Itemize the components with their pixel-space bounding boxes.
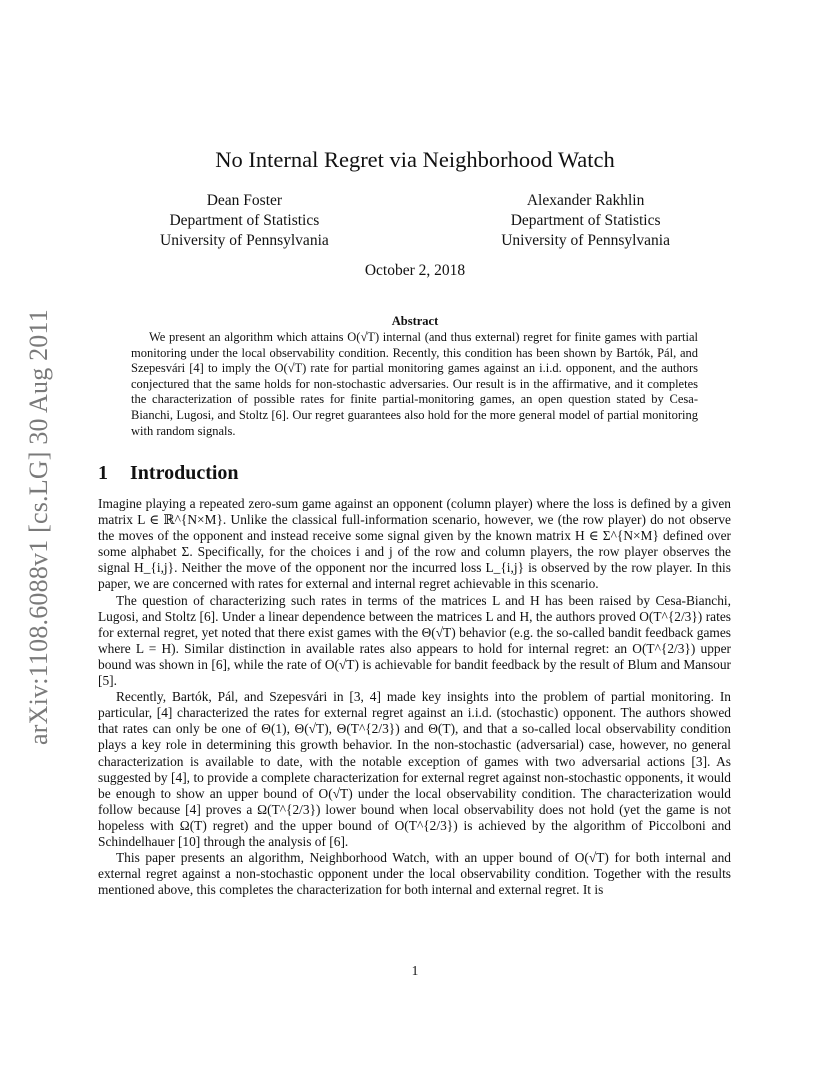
- author-2: [501, 191, 670, 251]
- abstract-text: We present an algorithm which attains O(√T) internal (and thus external) regret for finite games with partial monitoring under the local observability condition. Recently, this condition has been shown by Bartók, Pál, and Szepesvári [4] to imply the O(√T) rate for partial monitoring games against an i.i.d. opponent, and the authors conjectured that the same holds for non-stochastic adversaries. Our result is in the affirmative, and it completes the characterization of possible rates for finite partial-monitoring games, an open question stated by Cesa-Bianchi, Lugosi, and Stoltz [6]. Our regret guarantees also hold for the more general model of partial monitoring with random signals.: [131, 330, 698, 438]
- author-1: [160, 191, 329, 251]
- page-number: 1: [411, 963, 419, 978]
- author-department: Department of Statistics: [169, 212, 320, 229]
- paragraph: The question of characterizing such rates in terms of the matrices L and H has been raised by Cesa-Bianchi, Lugosi, and Stoltz [6]. Under a linear dependence between the matrices L and H, the authors proved O(T^{2/3}) rates for external regret, yet noted that there exist games with the Θ(√T) behavior (e.g. the so-called bandit feedback games where L = H). Similar distinction in available rates also appears to hold for internal regret: an O(T^{2/3}) upper bound was shown in [6], while the rate of O(√T) is achievable for bandit feedback by the result of Blum and Mansour [5].: [98, 592, 731, 689]
- author-university: University of Pennsylvania: [501, 232, 670, 249]
- author-name: Alexander Rakhlin: [526, 192, 645, 209]
- section-title: Introduction: [130, 462, 239, 484]
- author-department: Department of Statistics: [510, 212, 661, 229]
- author-block: [160, 191, 670, 251]
- section-number: 1: [98, 462, 108, 484]
- introduction-body: [98, 496, 731, 898]
- paragraph: This paper presents an algorithm, Neighborhood Watch, with an upper bound of O(√T) for both internal and external regret against a non-stochastic opponent under the local observability condition. Together with the results mentioned above, this completes the characterization for both internal and external regret. It is: [98, 850, 731, 898]
- section-heading: [98, 460, 239, 486]
- paragraph: Imagine playing a repeated zero-sum game against an opponent (column player) where the loss is defined by a given matrix L ∈ ℝ^{N×M}. Unlike the classical full-information scenario, however, we (the row player) do not observe the moves of the opponent and instead receive some signal given by the known matrix H ∈ Σ^{N×M} defined over some alphabet Σ. Specifically, for the choices i and j of the row and column players, the row player observes the signal H_{i,j}. Neither the move of the opponent nor the incurred loss L_{i,j} is observed by the row player. In this paper, we are concerned with rates for external and internal regret achievable in this scenario.: [98, 496, 731, 592]
- arxiv-stamp: [22, 292, 56, 762]
- author-university: University of Pennsylvania: [160, 232, 329, 249]
- paragraph: Recently, Bartók, Pál, and Szepesvári in [3, 4] made key insights into the problem of partial monitoring. In particular, [4] characterized the rates for external regret against an i.i.d. (stochastic) opponent. The authors showed that rates can only be one of Θ(1), Θ(√T), Θ(T^{2/3}) and Θ(T), and that a so-called local observability condition plays a key role in determining this growth behavior. In the non-stochastic (adversarial) case, however, no general characterization is available to date, with the notable exception of games with two adversarial actions [3]. As suggested by [4], to provide a complete characterization for external regret against non-stochastic opponents, it would be enough to show an upper bound of O(√T) under the local observability condition. The characterization would follow because [4] proves a Ω(T^{2/3}) lower bound when local observability does not hold (yet the game is not hopeless with Ω(T) regret) and the upper bound of O(T^{2/3}) is achieved by the algorithm of Piccolboni and Schindelhauer [10] through the analysis of [6].: [98, 689, 731, 849]
- paper-date: October 2, 2018: [364, 262, 466, 279]
- abstract-heading: Abstract: [391, 314, 439, 328]
- arxiv-stamp-text: arXiv:1108.6088v1 [cs.LG] 30 Aug 2011: [24, 309, 53, 745]
- paper-title: No Internal Regret via Neighborhood Watch: [215, 147, 615, 172]
- author-name: Dean Foster: [206, 192, 283, 209]
